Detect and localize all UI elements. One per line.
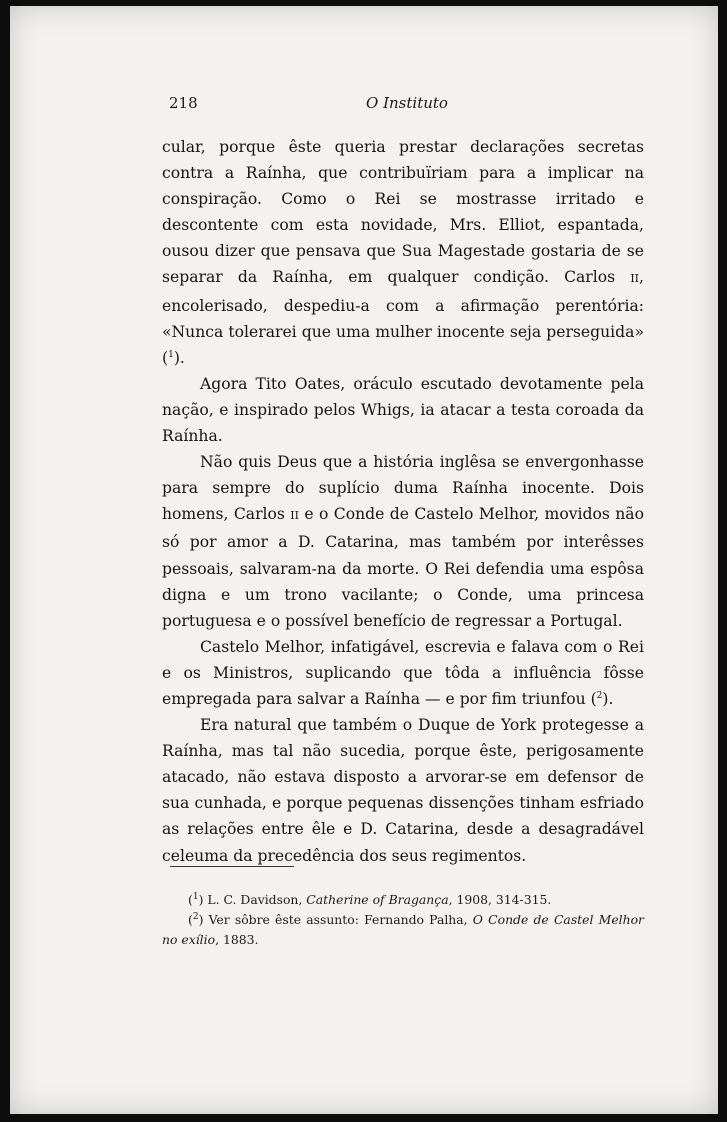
footnote-1: ($^1$) L. C. Davidson, Catherine of Bragança, 1908, 314-315. — [188, 891, 552, 907]
scanned-page — [10, 6, 718, 1114]
paragraph-2: Agora Tito Oates, oráculo escutado devotamente pela nação, e inspirado pelos Whigs, ia atacar a testa coroada da Raínha. — [162, 374, 644, 446]
paragraph-5: Era natural que também o Duque de York protegesse a Raínha, mas tal não sucedia, porque êste, perigosamente atacado, não estava disposto a arvorar-se em defensor de sua cunhada, e porque pequenas dissenções tinham esfriado as relações entre êle e D. Catarina, desde a desagradável celeuma da precedência dos seus regimentos. — [162, 716, 644, 865]
paragraph-3: Não quis Deus que a história inglêsa se envergonhasse para sempre do suplício duma Raínha inocente. Dois homens, Carlos II e o Conde de Castelo Melhor, movidos não só por amor a D. Catarina, mas também por interêsses pessoais, salvaram-na da morte. O Rei defendia uma espôsa digna e um trono vacilante; o Conde, uma princesa portuguesa e o possível benefício de regressar a Portugal. — [162, 453, 644, 630]
body-text — [162, 134, 644, 869]
paragraph-4: Castelo Melhor, infatigável, escrevia e falava com o Rei e os Ministros, suplicando que tôda a influência fôsse empregada para salvar a Raínha — e por fim triunfou ($^2$). — [162, 637, 644, 708]
footnote-divider — [170, 866, 294, 867]
page-number: 218 — [169, 94, 198, 112]
footnotes — [162, 890, 644, 950]
footnote-2: ($^2$) Ver sôbre êste assunto: Fernando Palha, O Conde de Castel Melhor no exílio, 1883. — [162, 911, 644, 947]
running-title: O Instituto — [366, 94, 448, 112]
page-header — [162, 94, 652, 118]
footnote-ref-1: 1 — [168, 349, 174, 360]
paragraph-1: cular, porque êste queria prestar declarações secretas contra a Raínha, que contribuïriam para a implicar na conspiração. Como o Rei se mostrasse irritado e descontente com esta novidade, Mrs. Elliot, espantada, ousou dizer que pensava que Sua Magestade gostaria de se separar da Raínha, em qualquer condição. Carlos II, encolerisado, despediu-a com a afirmação perentória: «Nunca tolerarei que uma mulher inocente seja perseguida» ($^1$). — [162, 138, 644, 367]
footnote-ref-2: 2 — [596, 690, 603, 701]
